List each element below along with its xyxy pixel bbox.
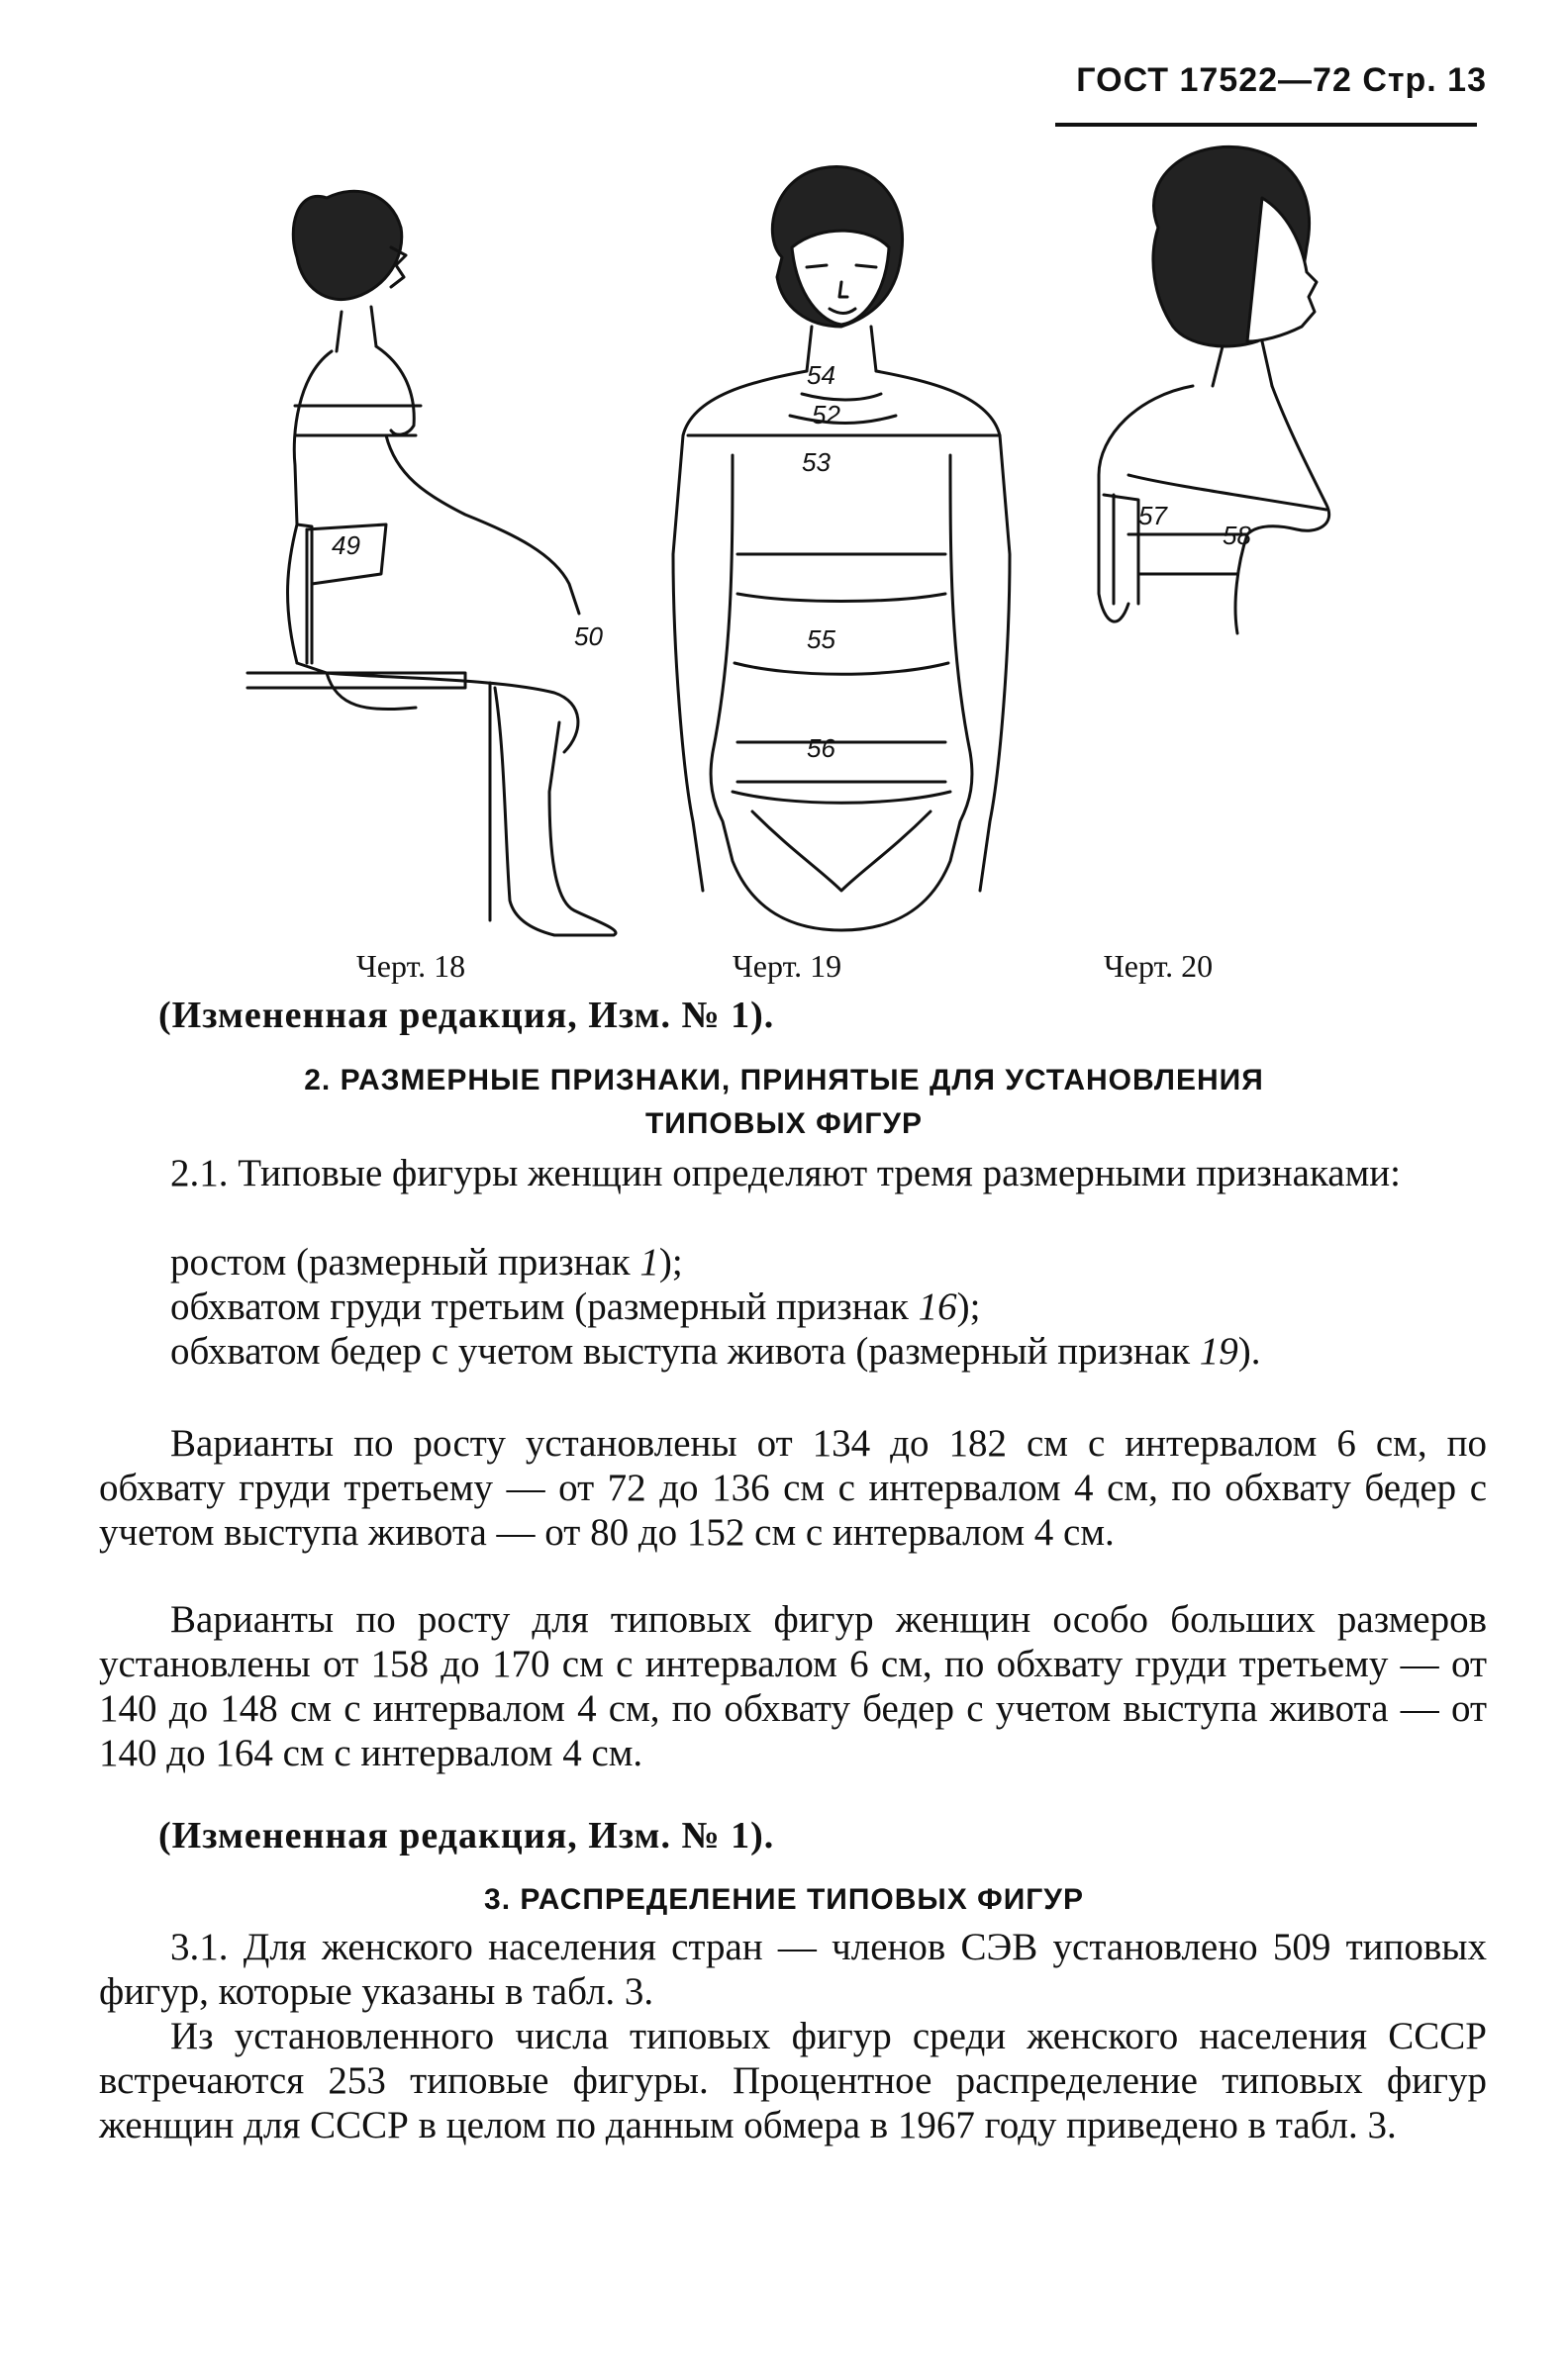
label-54: 54 bbox=[807, 360, 835, 390]
paragraph-3-1: 3.1. Для женского населения стран — членов СЭВ установлено 509 типовых фигур, которые указаны в табл. 3. bbox=[99, 1926, 1487, 2013]
standard-number: ГОСТ 17522—72 bbox=[1076, 61, 1352, 99]
header-rule bbox=[1055, 123, 1477, 127]
amendment-note-1: (Измененная редакция, Изм. № 1). bbox=[158, 995, 775, 1036]
item-1-text: ростом (размерный признак bbox=[170, 1241, 640, 1284]
figure-20-side bbox=[1099, 146, 1329, 633]
item-2-text: обхватом груди третьим (размерный признак bbox=[170, 1285, 919, 1328]
item-3-end: ). bbox=[1237, 1330, 1261, 1373]
list-item-hips bbox=[99, 1329, 1487, 1374]
item-2-end: ); bbox=[956, 1285, 981, 1328]
item-3-text: обхватом бедер с учетом выступа живота (размерный признак bbox=[170, 1330, 1200, 1373]
section-2-title bbox=[99, 1059, 1469, 1146]
label-58: 58 bbox=[1223, 521, 1251, 550]
item-2-number: 16 bbox=[918, 1285, 957, 1328]
figures-illustration bbox=[0, 139, 1568, 950]
caption-fig-18: Черт. 18 bbox=[356, 948, 466, 984]
page-number: Стр. 13 bbox=[1362, 61, 1487, 99]
figure-19-front bbox=[673, 166, 1010, 930]
label-56: 56 bbox=[807, 733, 835, 763]
paragraph-ussr-distribution: Из установленного числа типовых фигур среди женского населения СССР встречаются 253 типовые фигуры. Процентное распределение типовых фигур женщин для СССР в целом по данным обмера в 1967 году приведено в табл. 3. bbox=[99, 2015, 1487, 2146]
amendment-note-2: (Измененная редакция, Изм. № 1). bbox=[158, 1815, 775, 1856]
item-1-number: 1 bbox=[639, 1241, 659, 1284]
label-53: 53 bbox=[802, 447, 831, 477]
label-49: 49 bbox=[332, 530, 360, 560]
item-1-end: ); bbox=[658, 1241, 683, 1284]
figure-18-seated bbox=[247, 191, 616, 935]
paragraph-large-sizes: Варианты по росту для типовых фигур женщин особо больших размеров установлены от 158 до 170 см с интервалом 6 см, по обхвату груди третьему — от 140 до 148 см с интервалом 4 см, по обхвату бедер с учетом выступа живота — от 140 до 164 см с интервалом 4 см. bbox=[99, 1598, 1487, 1774]
page-header bbox=[1051, 61, 1487, 100]
caption-fig-20: Черт. 20 bbox=[1104, 948, 1214, 984]
list-item-height bbox=[99, 1240, 1487, 1285]
label-50: 50 bbox=[574, 621, 603, 651]
label-55: 55 bbox=[807, 624, 835, 654]
section-3-title: 3. РАСПРЕДЕЛЕНИЕ ТИПОВЫХ ФИГУР bbox=[484, 1883, 1084, 1916]
paragraph-2-1: 2.1. Типовые фигуры женщин определяют тремя размерными признаками: bbox=[170, 1152, 1401, 1194]
item-3-number: 19 bbox=[1199, 1330, 1238, 1373]
section-2-title-line-2: ТИПОВЫХ ФИГУР bbox=[644, 1107, 923, 1140]
list-item-chest bbox=[99, 1285, 1487, 1329]
section-2-title-line-1: 2. РАЗМЕРНЫЕ ПРИЗНАКИ, ПРИНЯТЫЕ ДЛЯ УСТАНОВЛЕНИЯ bbox=[304, 1064, 1264, 1096]
label-52: 52 bbox=[812, 400, 840, 429]
paragraph-height-variants: Варианты по росту установлены от 134 до 182 см с интервалом 6 см, по обхвату груди третьему — от 72 до 136 см с интервалом 4 см, по обхвату бедер с учетом выступа живота — от 80 до 152 см с интервалом 4 см. bbox=[99, 1422, 1487, 1554]
caption-fig-19: Черт. 19 bbox=[733, 948, 842, 984]
label-57: 57 bbox=[1138, 501, 1167, 530]
